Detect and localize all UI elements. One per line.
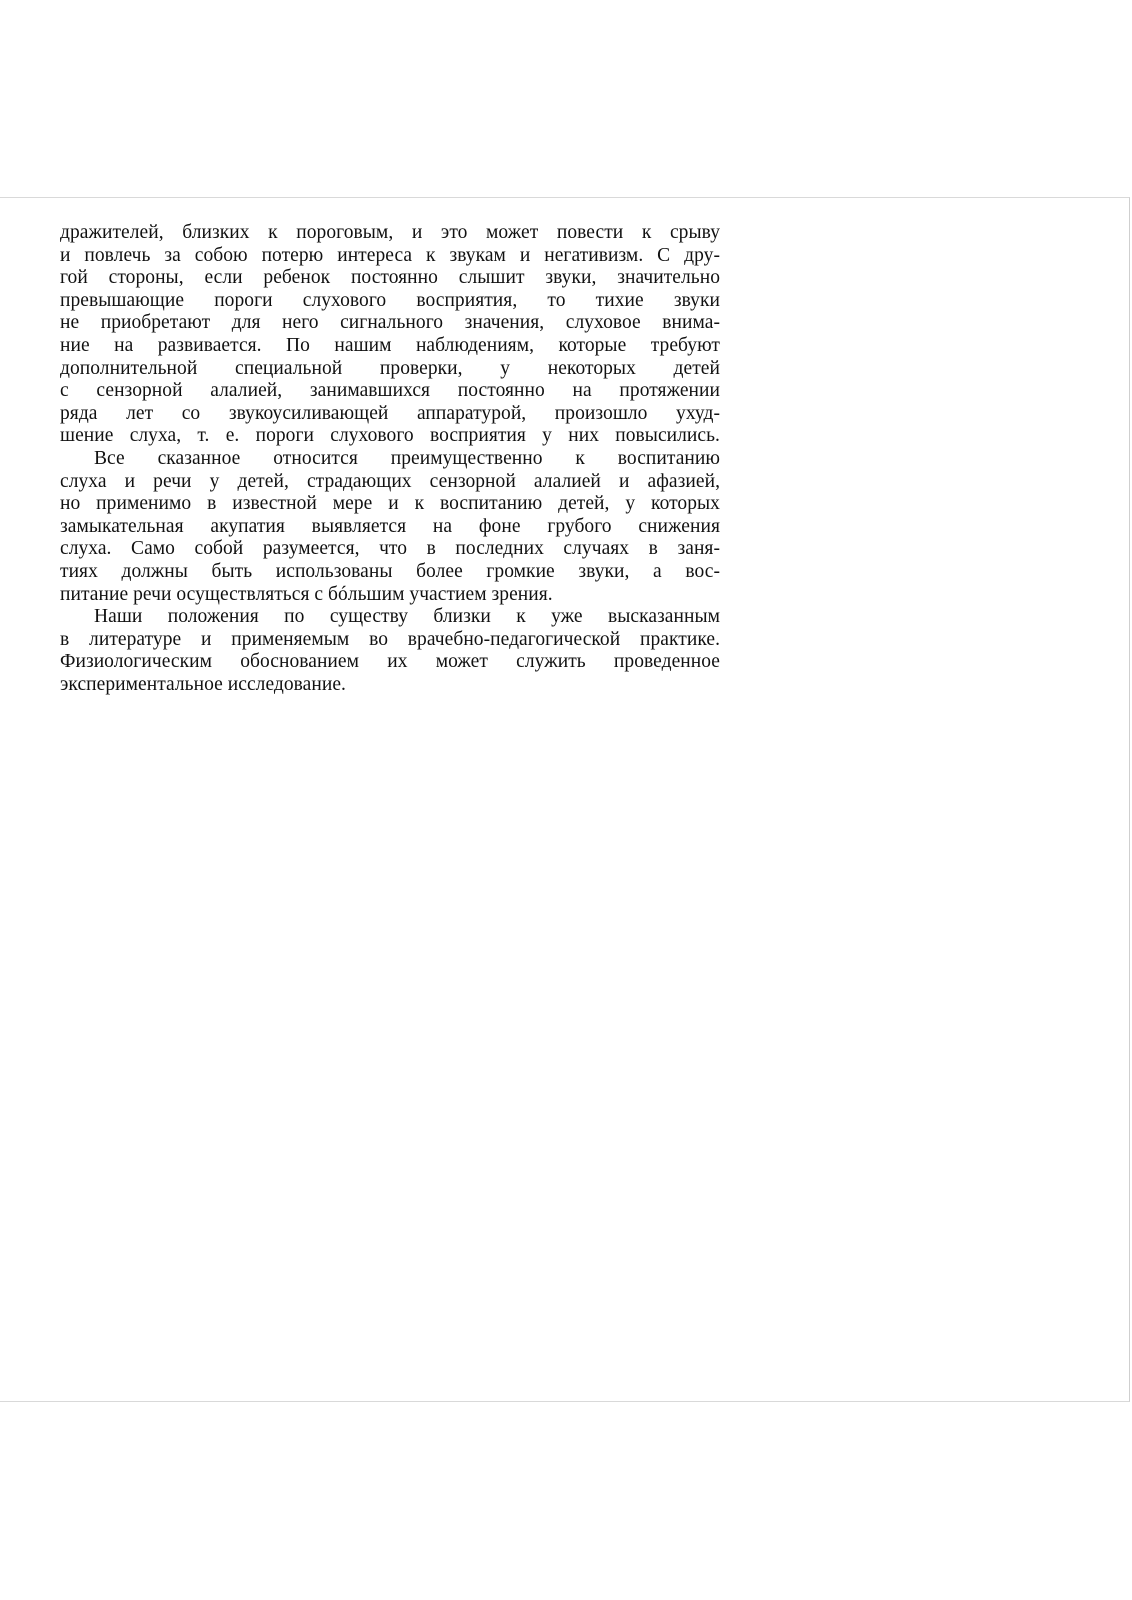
paragraph-last-line: питание речи осуществляться с бóльшим участием зрения. [60, 583, 553, 605]
text-line: с сензорной алалией, занимавшихся постоянно на протяжении [60, 380, 720, 402]
text-line: замыкательная акупатия выявляется на фоне грубого снижения [60, 515, 720, 537]
text-line: не приобретают для него сигнального значения, слуховое внима- [60, 312, 720, 334]
text-line: слуха. Само собой разумеется, что в последних случаях в заня- [60, 538, 720, 560]
body-text [60, 222, 720, 696]
text-line: превышающие пороги слухового восприятия, то тихие звуки [60, 289, 720, 311]
text-line: но применимо в известной мере и к воспитанию детей, у которых [60, 493, 720, 515]
text-line: ряда лет со звукоусиливающей аппаратурой, произошло ухуд- [60, 402, 720, 424]
text-line: шение слуха, т. е. пороги слухового восприятия у них повысились. [60, 425, 720, 447]
paragraph-first-line: Наши положения по существу близки к уже высказанным [94, 606, 720, 628]
text-line: тиях должны быть использованы более громкие звуки, а вос- [60, 560, 720, 582]
text-line: и повлечь за собою потерю интереса к звукам и негативизм. С дру- [60, 244, 720, 266]
text-line: гой стороны, если ребенок постоянно слышит звуки, значительно [60, 267, 720, 289]
paragraph-first-line: Все сказанное относится преимущественно к воспитанию [94, 447, 720, 469]
text-line: Физиологическим обоснованием их может служить проведенное [60, 651, 720, 673]
text-line: дражителей, близких к пороговым, и это может повести к срыву [60, 222, 720, 243]
text-line: в литературе и применяемым во врачебно-педагогической практике. [60, 628, 720, 650]
paragraph-last-line: экспериментальное исследование. [60, 673, 346, 695]
text-line: ние на развивается. По нашим наблюдениям, которые требуют [60, 334, 720, 356]
text-line: дополнительной специальной проверки, у некоторых детей [60, 357, 720, 379]
text-line: слуха и речи у детей, страдающих сензорной алалией и афазией, [60, 470, 720, 492]
